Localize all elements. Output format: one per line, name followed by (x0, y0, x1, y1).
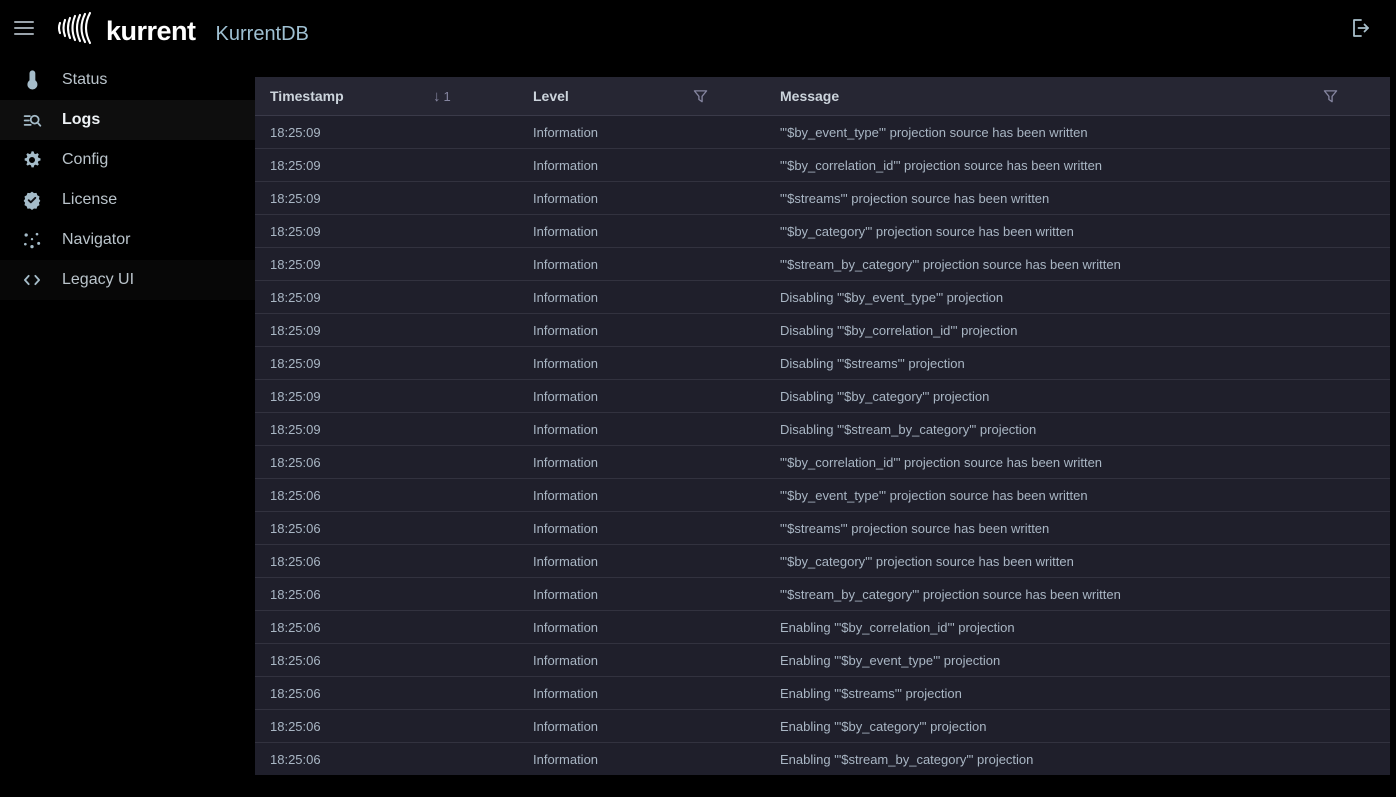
log-level-cell: Information (533, 157, 599, 173)
gear-icon (20, 148, 44, 172)
log-message-cell: Enabling "'$by_correlation_id'" projection (780, 619, 1015, 635)
sidebar-item-status[interactable] (0, 60, 255, 100)
sort-desc-arrow-icon: ↓ (433, 87, 441, 105)
log-timestamp-cell: 18:25:09 (270, 256, 321, 272)
log-level-cell: Information (533, 586, 599, 602)
log-message-cell: "'$by_category'" projection source has been written (780, 223, 1074, 239)
log-row[interactable] (255, 644, 1390, 677)
log-level-cell: Information (533, 190, 599, 206)
menu-hamburger-icon[interactable] (14, 15, 40, 41)
sidebar-item-logs[interactable] (0, 100, 255, 140)
log-row[interactable] (255, 380, 1390, 413)
log-level-cell: Information (533, 421, 599, 437)
log-level-cell: Information (533, 718, 599, 734)
logs-table (255, 77, 1390, 775)
log-message-cell: Disabling "'$by_category'" projection (780, 388, 990, 404)
code-brackets-icon (20, 268, 44, 292)
log-timestamp-cell: 18:25:06 (270, 751, 321, 767)
log-level-cell: Information (533, 223, 599, 239)
sidebar (0, 60, 255, 300)
log-level-cell: Information (533, 388, 599, 404)
sidebar-item-label: Status (62, 71, 108, 88)
log-level-cell: Information (533, 289, 599, 305)
log-row[interactable] (255, 446, 1390, 479)
log-level-cell: Information (533, 454, 599, 470)
log-message-cell: "'$streams'" projection source has been written (780, 520, 1050, 536)
log-level-cell: Information (533, 520, 599, 536)
log-timestamp-cell: 18:25:09 (270, 157, 321, 173)
log-timestamp-cell: 18:25:06 (270, 487, 321, 503)
log-message-cell: "'$by_event_type'" projection source has been written (780, 487, 1088, 503)
log-row[interactable] (255, 743, 1390, 775)
log-timestamp-cell: 18:25:09 (270, 355, 321, 371)
sidebar-item-label: Logs (62, 111, 101, 128)
log-row[interactable] (255, 314, 1390, 347)
log-timestamp-cell: 18:25:09 (270, 190, 321, 206)
log-row[interactable] (255, 116, 1390, 149)
log-message-cell: "'$by_event_type'" projection source has been written (780, 124, 1088, 140)
log-timestamp-cell: 18:25:09 (270, 421, 321, 437)
log-row[interactable] (255, 611, 1390, 644)
sidebar-item-label: License (62, 191, 118, 208)
log-message-cell: "'$stream_by_category'" projection source has been written (780, 256, 1121, 272)
level-filter-icon[interactable] (693, 77, 708, 115)
log-message-cell: "'$streams'" projection source has been written (780, 190, 1050, 206)
log-level-cell: Information (533, 652, 599, 668)
app-title: KurrentDB (215, 23, 309, 45)
log-level-cell: Information (533, 553, 599, 569)
log-level-cell: Information (533, 685, 599, 701)
log-row[interactable] (255, 578, 1390, 611)
log-row[interactable] (255, 710, 1390, 743)
log-row[interactable] (255, 413, 1390, 446)
sidebar-item-label: Legacy UI (62, 271, 135, 288)
log-level-cell: Information (533, 322, 599, 338)
log-message-cell: "'$by_correlation_id'" projection source has been written (780, 157, 1103, 173)
brand-wordmark: kurrent (106, 16, 196, 46)
log-message-cell: Disabling "'$stream_by_category'" projection (780, 421, 1037, 437)
brand (56, 11, 309, 45)
log-message-cell: Enabling "'$stream_by_category'" projection (780, 751, 1034, 767)
log-row[interactable] (255, 545, 1390, 578)
log-row[interactable] (255, 215, 1390, 248)
log-row[interactable] (255, 149, 1390, 182)
log-row[interactable] (255, 347, 1390, 380)
log-row[interactable] (255, 281, 1390, 314)
log-timestamp-cell: 18:25:06 (270, 652, 321, 668)
sidebar-item-navigator[interactable] (0, 220, 255, 260)
log-message-cell: Enabling "'$by_category'" projection (780, 718, 987, 734)
license-badge-icon (20, 188, 44, 212)
message-filter-icon[interactable] (1323, 77, 1338, 115)
log-row[interactable] (255, 677, 1390, 710)
log-timestamp-cell: 18:25:06 (270, 520, 321, 536)
log-timestamp-cell: 18:25:06 (270, 685, 321, 701)
log-timestamp-cell: 18:25:09 (270, 124, 321, 140)
sidebar-item-config[interactable] (0, 140, 255, 180)
log-timestamp-cell: 18:25:06 (270, 718, 321, 734)
timestamp-sort-control[interactable] (433, 77, 451, 115)
log-timestamp-cell: 18:25:09 (270, 388, 321, 404)
log-timestamp-cell: 18:25:09 (270, 289, 321, 305)
log-message-cell: Disabling "'$by_correlation_id'" projection (780, 322, 1018, 338)
log-message-cell: Disabling "'$by_event_type'" projection (780, 289, 1004, 305)
log-row[interactable] (255, 512, 1390, 545)
column-header-level[interactable]: Level (533, 88, 569, 104)
log-timestamp-cell: 18:25:06 (270, 454, 321, 470)
log-timestamp-cell: 18:25:06 (270, 619, 321, 635)
top-bar (0, 0, 1396, 56)
navigator-dots-icon (20, 228, 44, 252)
sidebar-item-legacy-ui[interactable] (0, 260, 255, 300)
log-timestamp-cell: 18:25:06 (270, 553, 321, 569)
thermometer-icon (20, 68, 44, 92)
log-message-cell: "'$by_category'" projection source has been written (780, 553, 1074, 569)
logs-table-header (255, 77, 1390, 116)
log-level-cell: Information (533, 619, 599, 635)
sidebar-item-license[interactable] (0, 180, 255, 220)
log-message-cell: "'$by_correlation_id'" projection source has been written (780, 454, 1103, 470)
log-timestamp-cell: 18:25:09 (270, 223, 321, 239)
sort-order-number: 1 (443, 88, 451, 104)
log-message-cell: Enabling "'$streams'" projection (780, 685, 962, 701)
log-level-cell: Information (533, 355, 599, 371)
log-row[interactable] (255, 248, 1390, 281)
logout-icon[interactable] (1346, 14, 1374, 42)
log-row[interactable] (255, 479, 1390, 512)
kurrent-wave-logo-icon (56, 11, 96, 45)
column-header-timestamp[interactable]: Timestamp (270, 88, 344, 104)
log-row[interactable] (255, 182, 1390, 215)
sidebar-item-label: Config (62, 151, 109, 168)
column-header-message[interactable]: Message (780, 88, 840, 104)
log-message-cell: Enabling "'$by_event_type'" projection (780, 652, 1001, 668)
log-level-cell: Information (533, 487, 599, 503)
log-message-cell: "'$stream_by_category'" projection source has been written (780, 586, 1121, 602)
sidebar-item-label: Navigator (62, 231, 131, 248)
log-message-cell: Disabling "'$streams'" projection (780, 355, 965, 371)
log-level-cell: Information (533, 751, 599, 767)
log-timestamp-cell: 18:25:09 (270, 322, 321, 338)
logs-table-body (255, 116, 1390, 775)
log-level-cell: Information (533, 256, 599, 272)
logs-search-icon (20, 108, 44, 132)
log-timestamp-cell: 18:25:06 (270, 586, 321, 602)
log-level-cell: Information (533, 124, 599, 140)
